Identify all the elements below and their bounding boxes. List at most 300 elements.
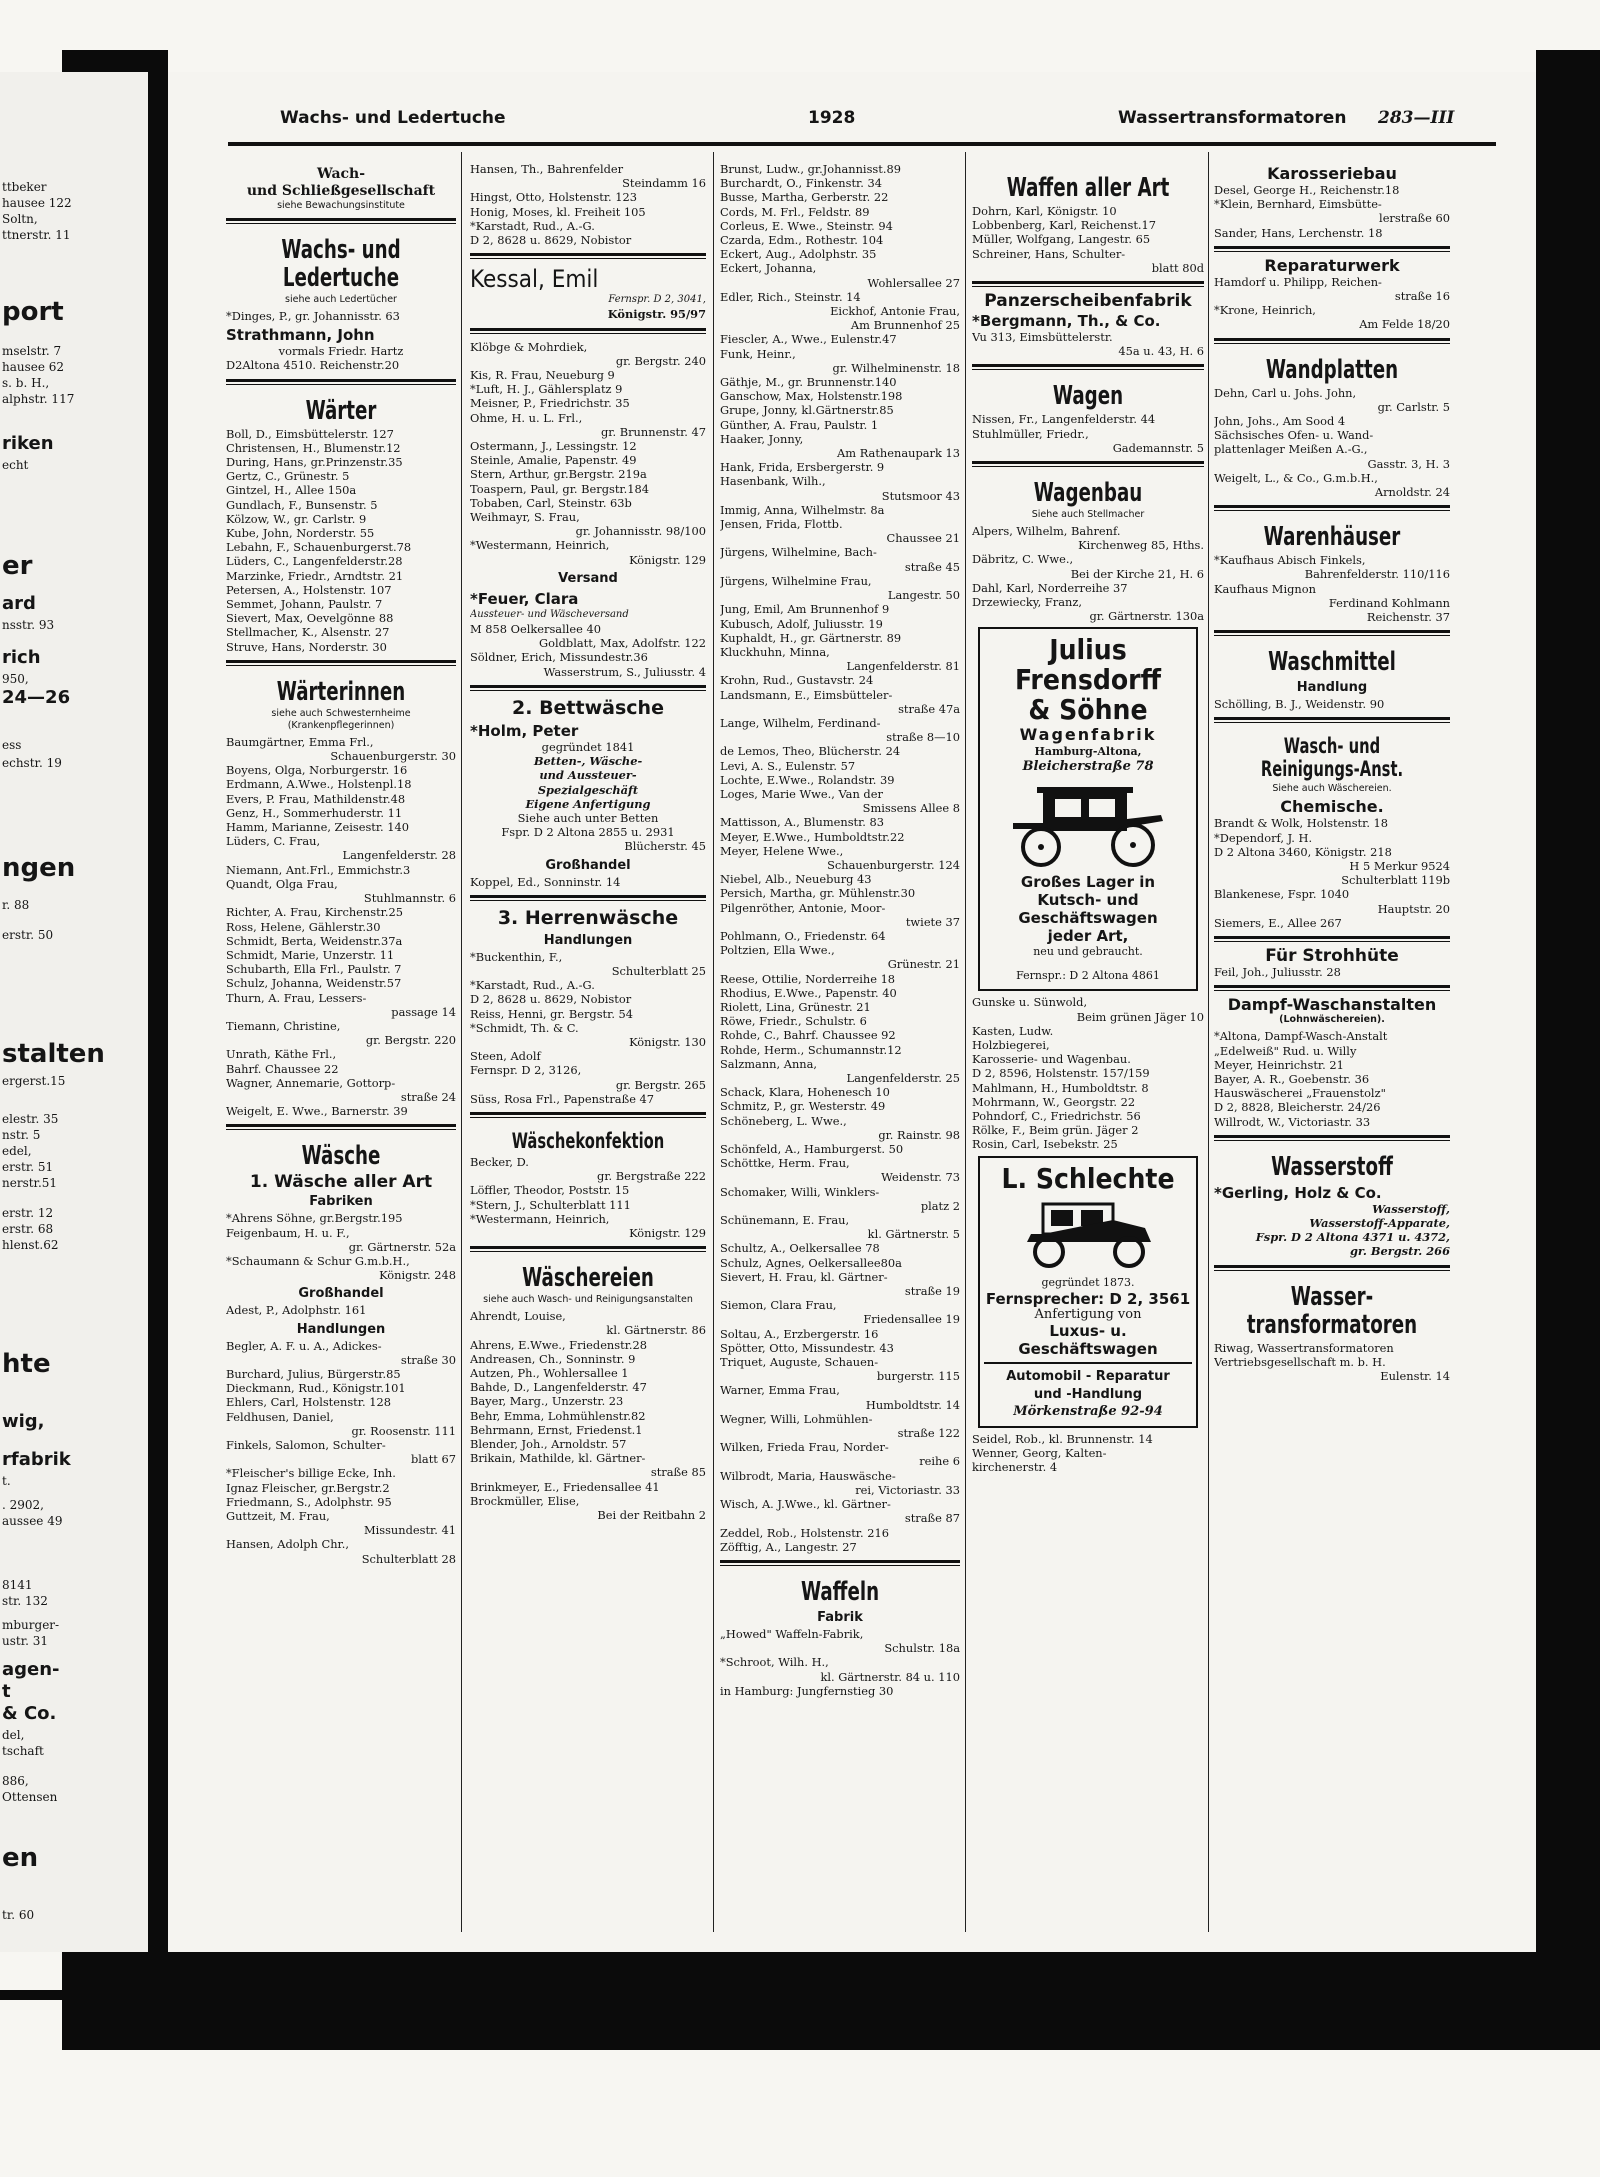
directory-entry: Beim grünen Jäger 10: [1076, 1009, 1204, 1024]
directory-entry: gegründet 1841: [541, 739, 635, 754]
gerling-ad: [1214, 1202, 1450, 1259]
directory-entry: Brandt & Wolk, Holstenstr. 18: [1214, 816, 1389, 831]
header-left: Wachs- und Ledertuche: [280, 108, 506, 128]
left-heading: riken: [2, 433, 54, 454]
section-rule: [720, 1560, 960, 1566]
scan-border-bottom-left: [0, 1990, 62, 2000]
directory-entry: Hamdorf u. Philipp, Reichen-: [1214, 274, 1382, 289]
heading-trafo: Wasser-transformatoren: [1246, 1281, 1418, 1340]
ad-line: Automobil - Reparatur: [1006, 1368, 1170, 1384]
directory-entry: Genz, H., Sommerhuderstr. 11: [226, 805, 403, 820]
left-facing-page: [0, 72, 148, 1952]
section-rule: [972, 281, 1204, 287]
directory-entry: Unrath, Käthe Frl.,: [226, 1047, 337, 1062]
wagenbau-note: Siehe auch Stellmacher: [1031, 509, 1145, 521]
left-heading: er: [2, 551, 33, 581]
directory-entry: Lüders, C., Langenfelderstr.28: [226, 554, 403, 569]
heading-stroh: Für Strohhüte: [1265, 946, 1399, 967]
directory-entry: straße 85: [650, 1465, 706, 1480]
directory-entry: H 5 Merkur 9524: [1349, 859, 1450, 874]
ad-street: Mörkenstraße 92-94: [1013, 1403, 1163, 1419]
directory-entry: Gäthje, M., gr. Brunnenstr.140: [720, 375, 897, 390]
left-text: erstr. 68: [2, 1222, 54, 1236]
directory-entry: Thurn, A. Frau, Lessers-: [226, 990, 367, 1005]
directory-entry: Am Brunnenhof 25: [850, 318, 960, 333]
fabriken-label: Fabriken: [309, 1194, 373, 1210]
ad-founded: gegründet 1873.: [1041, 1275, 1135, 1289]
directory-entry: gr. Bergstr. 265: [615, 1077, 706, 1092]
heading-waffen: Waffen aller Art: [1006, 173, 1170, 203]
schlechte-advert: [978, 1156, 1198, 1428]
directory-entry: Eigene Anfertigung: [525, 796, 651, 811]
directory-entry: Stuhlmannstr. 6: [363, 891, 456, 906]
directory-entry: Busse, Martha, Gerberstr. 22: [720, 190, 889, 205]
left-text: s. b. H.,: [2, 376, 50, 390]
left-text: ard: [2, 593, 36, 614]
directory-entry: Erdmann, A.Wwe., Holstenpl.18: [226, 777, 412, 792]
left-text: hlenst.62: [2, 1238, 59, 1252]
waescherei-note: siehe auch Wasch- und Reinigungsanstalten: [483, 1294, 693, 1306]
directory-entry: Brunst, Ludw., gr.Johannisst.89: [720, 162, 901, 176]
feuer-name: *Feuer, Clara: [470, 589, 579, 608]
directory-entry: Ferdinand Kohlmann: [1328, 595, 1450, 610]
directory-entry: Lobbenberg, Karl, Reichenst.17: [972, 218, 1157, 233]
directory-entry: D 2 Altona 3460, Königstr. 218: [1214, 844, 1392, 859]
left-text: str. 132: [2, 1594, 48, 1608]
directory-entry: Langenfelderstr. 81: [846, 659, 960, 674]
directory-entry: *Krone, Heinrich,: [1214, 303, 1316, 318]
left-text: ttnerstr. 11: [2, 228, 71, 242]
left-text: & Co.: [2, 1703, 57, 1724]
directory-entry: Gasstr. 3, H. 3: [1367, 456, 1450, 471]
heading-waffeln: Waffeln: [800, 1576, 880, 1607]
directory-entry: Schölling, B. J., Weidenstr. 90: [1214, 697, 1385, 712]
header-right: Wassertransformatoren: [1118, 108, 1347, 128]
directory-entry: Immig, Anna, Wilhelmstr. 8a: [720, 502, 885, 517]
directory-entry: Kasten, Ludw.: [972, 1023, 1054, 1038]
directory-entry: straße 87: [904, 1511, 960, 1526]
left-text: ustr. 31: [2, 1634, 49, 1648]
directory-entry: straße 24: [400, 1089, 456, 1104]
directory-entry: Vu 313, Eimsbüttelerstr.: [972, 330, 1113, 345]
directory-entry: Königstr. 129: [629, 552, 706, 567]
left-text: ttbeker: [2, 180, 47, 194]
directory-entry: Weidenstr. 73: [881, 1170, 960, 1185]
directory-entry: Kube, John, Norderstr. 55: [226, 526, 375, 541]
directory-entry: Dehn, Carl u. Johs. John,: [1214, 385, 1357, 400]
heading-wasserstoff: Wasserstoff: [1271, 1151, 1393, 1182]
directory-entry: Struve, Hans, Norderstr. 30: [226, 639, 387, 654]
left-text: aussee 49: [2, 1514, 63, 1528]
directory-entry: Weigelt, E. Wwe., Barnerstr. 39: [226, 1104, 408, 1119]
section-rule: [470, 328, 706, 334]
column-rule: [1208, 152, 1209, 1932]
directory-entry: Begler, A. F. u. A., Adickes-: [226, 1338, 382, 1353]
section-rule: [1214, 985, 1450, 991]
column-rule: [713, 152, 714, 1932]
directory-entry: 45a u. 43, H. 6: [1118, 344, 1204, 359]
directory-entry: Ross, Helene, Gählerstr.30: [226, 919, 381, 934]
left-text: elestr. 35: [2, 1112, 59, 1126]
kessal-phone: Fernspr. D 2, 3041,: [608, 294, 706, 306]
left-heading: en: [2, 1843, 39, 1873]
directory-entry: *Karstadt, Rud., A.-G.: [470, 218, 595, 233]
directory-entry: Bei der Kirche 21, H. 6: [1070, 566, 1204, 581]
directory-entry: Reiss, Henni, gr. Bergstr. 54: [470, 1006, 634, 1021]
directory-entry: „Howed" Waffeln-Fabrik,: [720, 1626, 864, 1641]
directory-entry: *Westermann, Heinrich,: [470, 1211, 610, 1226]
entries-list: [972, 995, 1204, 1151]
directory-entry: Am Felde 18/20: [1359, 317, 1450, 332]
directory-entry: Gademannstr. 5: [1112, 440, 1204, 455]
directory-entry: Weigelt, L., & Co., G.m.b.H.,: [1214, 470, 1378, 485]
left-text: mburger-: [2, 1618, 60, 1632]
directory-entry: Eickhof, Antonie Frau,: [830, 304, 960, 319]
running-header: [228, 108, 1498, 134]
directory-entry: Gintzel, H., Allee 150a: [226, 483, 357, 498]
section-rule: [972, 461, 1204, 467]
section-rule: [1214, 338, 1450, 344]
section-rule: [1214, 1265, 1450, 1271]
directory-entry: Desel, George H., Reichenstr.18: [1214, 183, 1400, 197]
directory-entry: Wegner, Willi, Lohmühlen-: [720, 1411, 873, 1426]
directory-entry: Schomaker, Willi, Winklers-: [720, 1184, 880, 1199]
directory-entry: Boll, D., Eimsbüttelerstr. 127: [226, 426, 394, 441]
directory-entry: Persich, Martha, gr. Mühlenstr.30: [720, 886, 916, 901]
left-text: tschaft: [2, 1744, 44, 1758]
directory-entry: in Hamburg: Jungfernstieg 30: [720, 1683, 894, 1698]
directory-entry: Friedmann, S., Adolphstr. 95: [226, 1494, 392, 1509]
reparatur-list: [1214, 275, 1450, 332]
scan-border-bottom: [62, 1950, 1600, 2050]
heading-wandplatten: Wandplatten: [1265, 354, 1399, 385]
karosserie-list: [1214, 183, 1450, 240]
directory-entry: Hauswäscherei „Frauenstolz": [1214, 1086, 1386, 1101]
left-text: 886,: [2, 1774, 29, 1788]
directory-entry: gr. Brunnenstr. 47: [601, 424, 706, 439]
ad-line: Anfertigung von: [1034, 1306, 1142, 1322]
directory-entry: Mattisson, A., Blumenstr. 83: [720, 815, 885, 830]
waffeln-label: Fabrik: [817, 1609, 863, 1625]
left-text: erstr. 12: [2, 1206, 54, 1220]
directory-entry: reihe 6: [919, 1454, 960, 1469]
heading-wasch: Wasch- und Reinigungs-Anst.: [1260, 734, 1404, 782]
column-rule: [461, 152, 462, 1932]
directory-entry: Meyer, Heinrichstr. 21: [1214, 1057, 1344, 1072]
trafo-list: [1214, 1341, 1450, 1384]
directory-page: [168, 72, 1536, 1952]
directory-entry: Schmidt, Marie, Unzerstr. 11: [226, 947, 395, 962]
directory-entry: Corleus, E. Wwe., Steinstr. 94: [720, 218, 893, 233]
directory-entry: Rosin, Carl, Isebekstr. 25: [972, 1137, 1118, 1152]
directory-entry: Meyer, Helene Wwe.,: [720, 843, 844, 858]
directory-entry: Am Rathenaupark 13: [837, 446, 960, 461]
directory-entry: Riolett, Lina, Grünestr. 21: [720, 999, 871, 1014]
directory-entry: Salzmann, Anna,: [720, 1056, 818, 1071]
directory-entry: Fernspr. D 2, 3126,: [470, 1063, 582, 1078]
directory-entry: Wilbrodt, Maria, Hauswäsche-: [720, 1468, 896, 1483]
left-text: ergerst.15: [2, 1074, 66, 1088]
directory-entry: Hasenbank, Wilh.,: [720, 474, 826, 489]
ad-phone: Fernsprecher: D 2, 3561: [985, 1289, 1191, 1308]
heading-warenhaeuser: Warenhäuser: [1263, 522, 1401, 553]
directory-entry: Marzinke, Friedr., Arndtstr. 21: [226, 568, 404, 583]
section-rule: [470, 253, 706, 259]
directory-entry: Holzbiegerei,: [972, 1038, 1050, 1053]
directory-entry: Klöbge & Mohrdiek,: [470, 339, 588, 354]
directory-entry: Schreiner, Hans, Schulter-: [972, 246, 1126, 261]
dampf-list: [1214, 1029, 1450, 1128]
directory-entry: Blender, Joh., Arnoldstr. 57: [470, 1437, 627, 1451]
directory-entry: Königstr. 248: [379, 1268, 456, 1283]
section-rule: [470, 1112, 706, 1118]
directory-entry: straße 8—10: [886, 730, 960, 745]
directory-entry: Bahrf. Chaussee 22: [226, 1061, 339, 1076]
waesche-sub: 1. Wäsche aller Art: [249, 1172, 433, 1193]
ad-title: L. Schlechte: [1001, 1161, 1175, 1195]
kessal-name: Kessal, Emil: [470, 265, 599, 294]
directory-entry: gr. Bergstr. 266: [1349, 1244, 1450, 1259]
directory-entry: gr. Johannisstr. 98/100: [575, 524, 706, 539]
ad-phone: Fernspr.: D 2 Altona 4861: [1016, 969, 1160, 983]
directory-entry: Schulstr. 18a: [884, 1641, 960, 1656]
directory-entry: Ahrendt, Louise,: [470, 1309, 566, 1324]
directory-entry: passage 14: [391, 1004, 456, 1019]
directory-entry: Burchardt, O., Finkenstr. 34: [720, 176, 882, 191]
directory-entry: Hansen, Adolph Chr.,: [226, 1537, 349, 1552]
directory-entry: Fspr. D 2 Altona 2855 u. 2931: [501, 825, 675, 840]
entries-list: [972, 1432, 1204, 1475]
directory-entry: Röwe, Friedr., Schulstr. 6: [720, 1014, 867, 1029]
entry-bold: Strathmann, John: [226, 326, 375, 345]
directory-entry: Betten-, Wäsche-: [533, 754, 643, 769]
left-heading: port: [2, 297, 64, 327]
waschmittel-label: Handlung: [1296, 680, 1368, 696]
left-text: edel,: [2, 1144, 32, 1158]
panzer-name: *Bergmann, Th., & Co.: [972, 312, 1161, 331]
directory-entry: straße 30: [400, 1352, 456, 1367]
directory-entry: Edler, Rich., Steinstr. 14: [720, 289, 861, 304]
directory-entry: Mahlmann, H., Humboldtstr. 8: [972, 1080, 1149, 1095]
directory-entry: Siehe auch unter Betten: [517, 810, 659, 825]
section-rule: [1214, 246, 1450, 252]
directory-entry: Günther, A. Frau, Paulstr. 1: [720, 417, 879, 432]
directory-entry: Ganschow, Max, Holstenstr.198: [720, 389, 903, 404]
column-1: [226, 162, 456, 1566]
directory-entry: *Dependorf, J. H.: [1214, 830, 1313, 845]
directory-entry: Sievert, Max, Oevelgönne 88: [226, 611, 394, 626]
ad-rule: [984, 1362, 1192, 1364]
holm-name: *Holm, Peter: [470, 721, 579, 740]
directory-entry: Baumgärtner, Emma Frl.,: [226, 734, 374, 749]
wachs-note: siehe auch Ledertücher: [285, 294, 397, 305]
directory-entry: During, Hans, gr.Prinzenstr.35: [226, 455, 403, 470]
directory-entry: Königstr. 130: [629, 1034, 706, 1049]
directory-entry: Alpers, Wilhelm, Bahrenf.: [972, 524, 1121, 539]
dampf-note: (Lohnwäschereien).: [1279, 1014, 1385, 1026]
directory-entry: Löffler, Theodor, Poststr. 15: [470, 1183, 630, 1198]
directory-entry: Sievert, H. Frau, kl. Gärtner-: [720, 1269, 888, 1284]
heading-reparatur: Reparaturwerk: [1264, 255, 1400, 275]
directory-entry: Reese, Ottilie, Norderreihe 18: [720, 971, 896, 986]
directory-entry: Triquet, Auguste, Schauen-: [720, 1355, 879, 1370]
automobile-illustration: [1013, 1198, 1163, 1272]
left-text: alphstr. 117: [2, 392, 75, 406]
directory-entry: Dohrn, Karl, Königstr. 10: [972, 204, 1117, 218]
directory-entry: Wilken, Frieda Frau, Norder-: [720, 1440, 889, 1455]
heading-dampf: Dampf-Waschanstalten: [1227, 995, 1437, 1015]
entry: D2Altona 4510. Reichenstr.20: [226, 358, 400, 373]
directory-entry: Grünestr. 21: [887, 957, 960, 972]
panzer-list: [972, 330, 1204, 358]
directory-entry: Bahrenfelderstr. 110/116: [1304, 567, 1450, 582]
directory-entry: Vertriebsgesellschaft m. b. H.: [1214, 1354, 1386, 1369]
directory-entry: Stellmacher, K., Alsenstr. 27: [226, 625, 390, 640]
left-text: echstr. 19: [2, 756, 62, 770]
directory-entry: *Westermann, Heinrich,: [470, 538, 610, 553]
directory-entry: Adest, P., Adolphstr. 161: [226, 1303, 367, 1318]
heading-waerterinnen: Wärterinnen: [276, 676, 406, 707]
konfektion-list: [470, 1155, 706, 1240]
directory-entry: kl. Gärtnerstr. 5: [867, 1227, 960, 1242]
directory-entry: „Edelweiß" Rud. u. Willy: [1214, 1043, 1357, 1058]
left-text: 8141: [2, 1578, 33, 1592]
directory-entry: gr. Carlstr. 5: [1377, 399, 1450, 414]
directory-entry: Semmet, Johann, Paulstr. 7: [226, 597, 383, 612]
ad-line: Großes Lager in: [1020, 873, 1156, 892]
directory-entry: Gundlach, F., Bunsenstr. 5: [226, 497, 378, 512]
directory-entry: Seidel, Rob., kl. Brunnenstr. 14: [972, 1431, 1153, 1446]
left-text: hausee 122: [2, 196, 72, 210]
wach-title-2: und Schließgesellschaft: [246, 183, 436, 199]
directory-entry: Spötter, Otto, Missundestr. 43: [720, 1340, 894, 1355]
directory-entry: Feldhusen, Daniel,: [226, 1409, 334, 1424]
directory-entry: Steindamm 16: [622, 176, 706, 191]
directory-entry: Arnoldstr. 24: [1374, 485, 1450, 500]
directory-entry: Müller, Wolfgang, Langestr. 65: [972, 232, 1151, 247]
directory-entry: Krohn, Rud., Gustavstr. 24: [720, 673, 874, 688]
directory-entry: Fiescler, A., Wwe., Eulenstr.47: [720, 332, 897, 347]
directory-entry: Zöfftig, A., Langestr. 27: [720, 1539, 857, 1554]
directory-entry: Richter, A. Frau, Kirchenstr.25: [226, 905, 403, 920]
directory-entry: Steen, Adolf: [470, 1049, 541, 1064]
directory-entry: Christensen, H., Blumenstr.12: [226, 440, 401, 455]
directory-entry: Meisner, P., Friedrichstr. 35: [470, 396, 630, 411]
left-heading: ngen: [2, 853, 76, 883]
heading-wagen: Wagen: [1052, 381, 1124, 412]
scan-border-right: [1536, 50, 1600, 2050]
directory-entry: Hauptstr. 20: [1377, 901, 1450, 916]
section-rule: [1214, 630, 1450, 636]
directory-entry: *Kaufhaus Abisch Finkels,: [1214, 553, 1366, 568]
chemische-label: Chemische.: [1280, 797, 1384, 817]
directory-entry: Bahde, D., Langenfelderstr. 47: [470, 1380, 647, 1395]
entries-list: [470, 162, 706, 247]
directory-entry: Grupe, Jonny, kl.Gärtnerstr.85: [720, 403, 894, 418]
column-4: [972, 162, 1204, 1474]
directory-entry: Siemon, Clara Frau,: [720, 1298, 837, 1313]
left-text: nstr. 5: [2, 1128, 41, 1142]
directory-entry: Karosserie- und Wagenbau.: [972, 1052, 1131, 1067]
directory-entry: Gunske u. Sünwold,: [972, 995, 1088, 1010]
directory-entry: Brikain, Mathilde, kl. Gärtner-: [470, 1451, 646, 1466]
heading-bett: 2. Bettwäsche: [512, 696, 664, 719]
directory-entry: D 2, 8596, Holstenstr. 157/159: [972, 1066, 1150, 1081]
left-text: rich: [2, 647, 41, 668]
column-2: [470, 162, 706, 1522]
directory-entry: *Buckenthin, F.,: [470, 949, 563, 964]
left-heading: hte: [2, 1349, 51, 1379]
directory-entry: lerstraße 60: [1379, 211, 1450, 226]
directory-entry: de Lemos, Theo, Blücherstr. 24: [720, 744, 901, 759]
section-rule: [226, 1124, 456, 1130]
left-text: hausee 62: [2, 360, 65, 374]
holm-ad: [470, 740, 706, 854]
left-text: mselstr. 7: [2, 344, 62, 358]
header-rule: [228, 142, 1496, 146]
directory-entry: straße 47a: [898, 701, 960, 716]
left-text: 950,: [2, 672, 29, 686]
directory-entry: Sächsisches Ofen- u. Wand-: [1214, 428, 1374, 443]
directory-entry: Schmitz, P., gr. Westerstr. 49: [720, 1099, 886, 1114]
directory-entry: Smissens Allee 8: [862, 801, 960, 816]
directory-entry: platz 2: [920, 1198, 960, 1213]
directory-entry: straße 45: [904, 559, 960, 574]
directory-entry: Kuphaldt, H., gr. Gärtnerstr. 89: [720, 630, 902, 645]
directory-entry: burgerstr. 115: [876, 1369, 960, 1384]
ad-trade: Wagenfabrik: [1019, 725, 1157, 745]
directory-entry: Wisch, A. J.Wwe., kl. Gärtner-: [720, 1497, 891, 1512]
directory-entry: straße 19: [904, 1284, 960, 1299]
section-rule: [972, 364, 1204, 370]
directory-entry: Hansen, Th., Bahrenfelder: [470, 162, 624, 176]
directory-entry: Finkels, Salomon, Schulter-: [226, 1437, 386, 1452]
grosshandel-label: Großhandel: [298, 1286, 384, 1302]
directory-entry: Jung, Emil, Am Brunnenhof 9: [720, 602, 890, 617]
directory-entry: Kluckhuhn, Minna,: [720, 644, 830, 659]
directory-entry: Eulenstr. 14: [1380, 1368, 1450, 1383]
left-text: 24—26: [2, 687, 71, 708]
directory-entry: Funk, Heinr.,: [720, 346, 796, 361]
directory-entry: Schack, Klara, Hohenesch 10: [720, 1085, 890, 1100]
directory-entry: Schmidt, Berta, Weidenstr.37a: [226, 933, 403, 948]
column-3: [720, 162, 960, 1698]
left-text: nsstr. 93: [2, 618, 55, 632]
waescherei-list: [470, 1309, 706, 1522]
directory-entry: Willrodt, W., Victoriastr. 33: [1214, 1114, 1371, 1129]
directory-entry: Schulterblatt 25: [611, 963, 706, 978]
directory-entry: Toaspern, Paul, gr. Bergstr.184: [470, 481, 649, 496]
directory-entry: Schulz, Johanna, Weidenstr.57: [226, 976, 402, 991]
directory-entry: Stutsmoor 43: [881, 488, 960, 503]
warenhaeuser-list: [1214, 553, 1450, 624]
directory-entry: *Schroot, Wilh. H.,: [720, 1655, 829, 1670]
directory-entry: blatt 80d: [1151, 260, 1204, 275]
left-heading: stalten: [2, 1039, 105, 1069]
directory-entry: blatt 67: [411, 1452, 456, 1467]
ad-title-2: & Söhne: [1028, 693, 1148, 727]
entries-list: [720, 162, 960, 1554]
left-text: tr. 60: [2, 1908, 35, 1922]
waffeln-list: [720, 1627, 960, 1698]
directory-entry: Humboldtstr. 14: [865, 1397, 960, 1412]
directory-entry: Reichenstr. 37: [1366, 610, 1450, 625]
feuer-addr: M 858 Oelkersallee 40: [470, 622, 601, 637]
directory-entry: Lange, Wilhelm, Ferdinand-: [720, 715, 881, 730]
section-rule: [1214, 717, 1450, 723]
scan-border-gutter: [148, 50, 168, 1950]
directory-entry: *Stern, J., Schulterblatt 111: [470, 1197, 631, 1212]
